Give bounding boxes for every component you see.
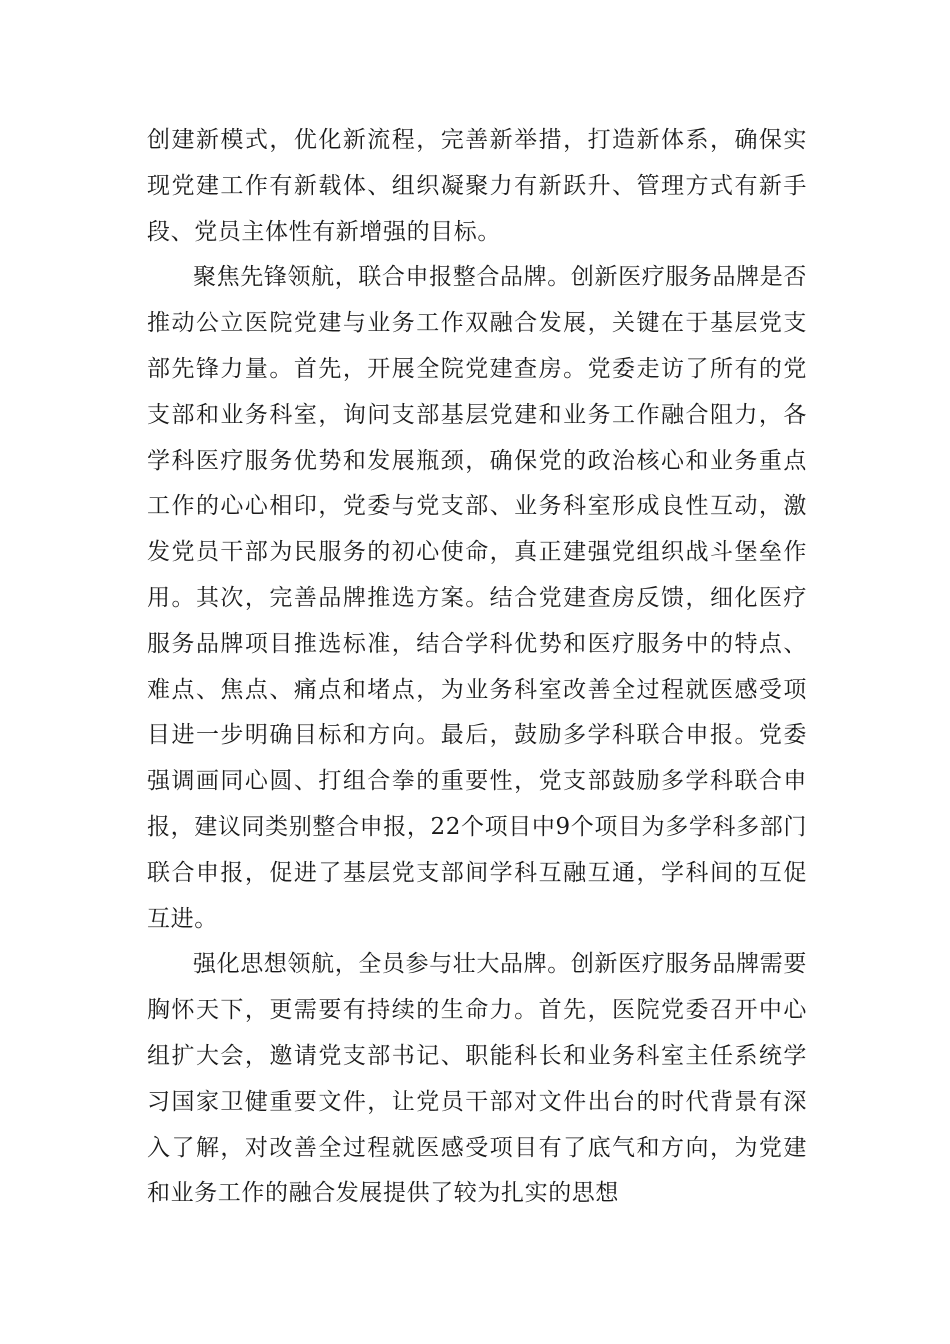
document-body <box>147 118 807 1217</box>
paragraph-ideological-leadership: 强化思想领航，全员参与壮大品牌。创新医疗服务品牌需要胸怀天下，更需要有持续的生命力。首先，医院党委召开中心组扩大会，邀请党支部书记、职能科长和业务科室主任系统学习国家卫健重要文件，让党员干部对文件出台的时代背景有深入了解，对改善全过程就医感受项目有了底气和方向，为党建和业务工作的融合发展提供了较为扎实的思想 <box>147 951 807 1207</box>
paragraph-continuation: 创建新模式，优化新流程，完善新举措，打造新体系，确保实现党建工作有新载体、组织凝聚力有新跃升、管理方式有新手段、党员主体性有新增强的目标。 <box>147 127 807 245</box>
paragraph-pioneer-leadership: 聚焦先锋领航，联合申报整合品牌。创新医疗服务品牌是否推动公立医院党建与业务工作双融合发展，关键在于基层党支部先锋力量。首先，开展全院党建查房。党委走访了所有的党支部和业务科室，询问支部基层党建和业务工作融合阻力，各学科医疗服务优势和发展瓶颈，确保党的政治核心和业务重点工作的心心相印，党委与党支部、业务科室形成良性互动，激发党员干部为民服务的初心使命，真正建强党组织战斗堡垒作用。其次，完善品牌推选方案。结合党建查房反馈，细化医疗服务品牌项目推选标准，结合学科优势和医疗服务中的特点、难点、焦点、痛点和堵点，为业务科室改善全过程就医感受项目进一步明确目标和方向。最后，鼓励多学科联合申报。党委强调画同心圆、打组合拳的重要性，党支部鼓励多学科联合申报，建议同类别整合申报，22个项目中9个项目为多学科多部门联合申报，促进了基层党支部间学科互融互通，学科间的互促互进。 <box>147 264 807 932</box>
